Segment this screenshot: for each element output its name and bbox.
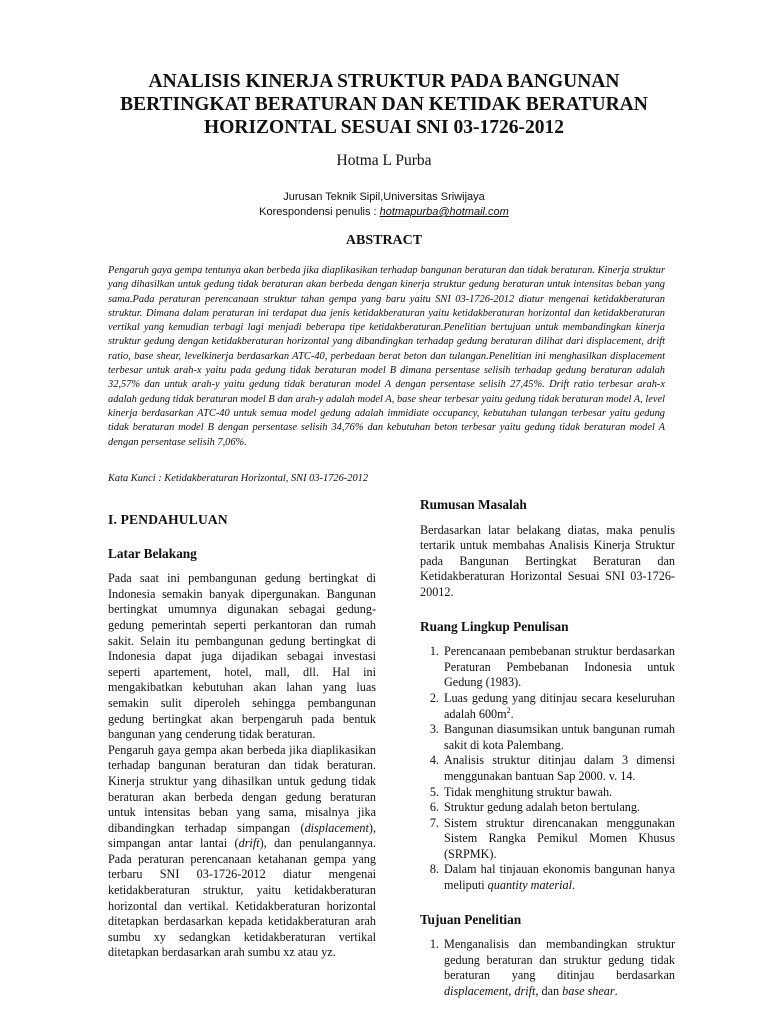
keywords: Kata Kunci : Ketidakberaturan Horizontal, SNI 03-1726-2012 (108, 473, 369, 484)
paragraph-latar-2 (108, 743, 376, 961)
para2-displacement: displacement (304, 820, 369, 835)
correspondence-label: Korespondensi penulis : (259, 206, 380, 218)
ruang-lingkup-list (420, 644, 675, 894)
list-item: 1. Perencanaan pembebanan struktur berdasarkan Peraturan Pembebanan Indonesia untuk Gedung (1983). (442, 644, 675, 691)
list-item (442, 937, 675, 999)
ruang-2-text: Luas gedung yang ditinjau secara keseluruhan adalah 600m (444, 690, 675, 721)
ruang-2-superscript: 2 (506, 705, 511, 715)
tujuan-list (420, 937, 675, 999)
tujuan-1-end: . (614, 984, 618, 999)
email-link[interactable]: hotmapurba@hotmail.com (379, 206, 509, 218)
ruang-8-italic: quantity material (487, 878, 572, 893)
list-item: 5. Tidak menghitung struktur bawah. (442, 785, 675, 801)
paragraph-latar-1: Pada saat ini pembangunan gedung bertingkat di Indonesia semakin banyak dipergunakan. Bangunan bertingkat umumnya digunakan sebagai gedung-gedung pemerintah seperti perkantoran dan rumah sakit. Selain itu pembangunan gedung bertingkat di Indonesia dapat juga dijadikan sebagai investasi seperti apartement, hotel, mall, dll. Hal ini mengakibatkan kebutuhan akan lahan yang luas semakin sulit diperoleh sehingga pembangunan gedung bertingkat akan berpengaruh pada bentuk bangunan yang cenderung tidak beraturan. (108, 571, 376, 742)
para2-part-c: ), dan penulangannya. Pada peraturan perencanaan ketahanan gempa yang terbaru SNI 03-1726-2012 diatur mengenai ketidakberaturan struktur, yaitu ketidakberaturan horizontal dan vertikal. Ketidakberaturan horizontal ditetapkan berdasarkan kepada ketidakberaturan arah sumbu xy sedangkan ketidakberaturan vertikal ditetapkan berdasarkan arah sumbu xz atau yz. (108, 836, 376, 960)
para2-part-a: Pengaruh gaya gempa akan berbeda jika diaplikasikan terhadap bangunan beraturan dan tidak beraturan. Kinerja struktur yang dihasilkan untuk gedung tidak beraturan akan berbeda dengan gedung beraturan untuk intensitas beban yang sama, misalnya jika dibandingkan terhadap simpangan ( (108, 742, 376, 835)
subheading-ruang-lingkup: Ruang Lingkup Penulisan (420, 618, 569, 634)
list-item: 3. Bangunan diasumsikan untuk bangunan rumah sakit di kota Palembang. (442, 722, 675, 753)
list-item: 4. Analisis struktur ditinjau dalam 3 dimensi menggunakan bantuan Sap 2000. v. 14. (442, 753, 675, 784)
left-column (108, 512, 376, 961)
affiliation: Jurusan Teknik Sipil,Universitas Sriwijaya (283, 191, 485, 203)
subheading-latar-belakang: Latar Belakang (108, 545, 197, 561)
para2-part-b: ), simpangan antar lantai ( (108, 820, 376, 851)
list-item (442, 691, 675, 722)
ruang-2-end: . (510, 706, 514, 721)
section-heading-pendahuluan: I. PENDAHULUAN (108, 512, 228, 527)
list-item: 6. Struktur gedung adalah beton bertulang. (442, 800, 675, 816)
right-column (420, 497, 675, 1000)
author-name: Hotma L Purba (336, 152, 432, 169)
list-item (442, 862, 675, 893)
tujuan-1-italic-1: displacement, drift (444, 984, 536, 999)
ruang-8-text: Dalam hal tinjauan ekonomis bangunan hanya meliputi (444, 862, 675, 893)
subheading-tujuan-penelitian: Tujuan Penelitian (420, 911, 522, 927)
para2-drift: drift (238, 836, 260, 851)
correspondence (0, 205, 768, 220)
abstract-text: Pengaruh gaya gempa tentunya akan berbeda jika diaplikasikan terhadap bangunan beraturan dan tidak beraturan. Kinerja struktur yang dihasilkan untuk gedung tidak beraturan akan berbeda dengan kinerja struktur gedung beraturan untuk intensitas beban yang sama.Pada peraturan perencanaan struktur tahan gempa yang baru yaitu SNI 03-1726-2012 diatur mengenai ketidakberaturan struktur. Dimana dalam peraturan ini terdapat dua jenis ketidakberaturan yaitu ketidakberaturan horizontal dan ketidakberaturan vertikal yang kemudian terbagi lagi menjadi beberapa tipe ketidakberaturan.Penelitian bertujuan untuk membandingkan kinerja struktur gedung dengan ketidakberaturan horizontal yang dibandingkan terhadap gedung beraturan dilihat dari displacement, drift ratio, base shear, levelkinerja berdasarkan ATC-40, perbedaan berat beton dan tulangan.Penelitian ini menghasilkan displacement terbesar untuk arah-x yaitu pada gedung tidak beraturan model B dimana persentase selisih terhadap gedung beraturan adalah 32,57% dan untuk arah-y yaitu gedung tidak beraturan model A dengan persentase selisih 27,45%. Drift ratio terbesar arah-x adalah gedung tidak beraturan model B dan arah-y adalah model A, base shear terbesar yaitu gedung tidak beraturan model A, level kinerja berdasarkan ATC-40 untuk semua model gedung adalah immidiate occupancy, kebutuhan tulangan terbesar yaitu gedung tidak beraturan model B dengan persentase selisih 34,76% dan kebutuhan beton terbesar yaitu gedung tidak beraturan model A dengan persentase selisih 7,06%. (108, 265, 665, 448)
ruang-8-end: . (571, 878, 576, 893)
tujuan-1-mid: , dan (535, 984, 563, 999)
tujuan-1-italic-2: base shear (562, 984, 615, 999)
subheading-rumusan-masalah: Rumusan Masalah (420, 497, 527, 512)
list-item: 7. Sistem struktur direncanakan menggunakan Sistem Rangka Pemikul Momen Khusus (SRPMK). (442, 816, 675, 863)
tujuan-1-text: Menganalisis dan membandingkan struktur gedung beraturan dan struktur gedung tidak beraturan yang ditinjau berdasarkan (444, 937, 675, 983)
affiliation-block (0, 190, 768, 220)
paragraph-rumusan: Berdasarkan latar belakang diatas, maka penulis tertarik untuk membahas Analisis Kinerja Struktur pada Bangunan Bertingkat Beraturan dan Ketidakberaturan Horizontal Sesuai SNI 03-1726-20012. (420, 522, 675, 599)
abstract-heading: ABSTRACT (345, 233, 423, 248)
paper-title: ANALISIS KINERJA STRUKTUR PADA BANGUNAN BERTINGKAT BERATURAN DAN KETIDAK BERATURAN HORIZONTAL SESUAI SNI 03-1726-2012 (120, 71, 648, 138)
